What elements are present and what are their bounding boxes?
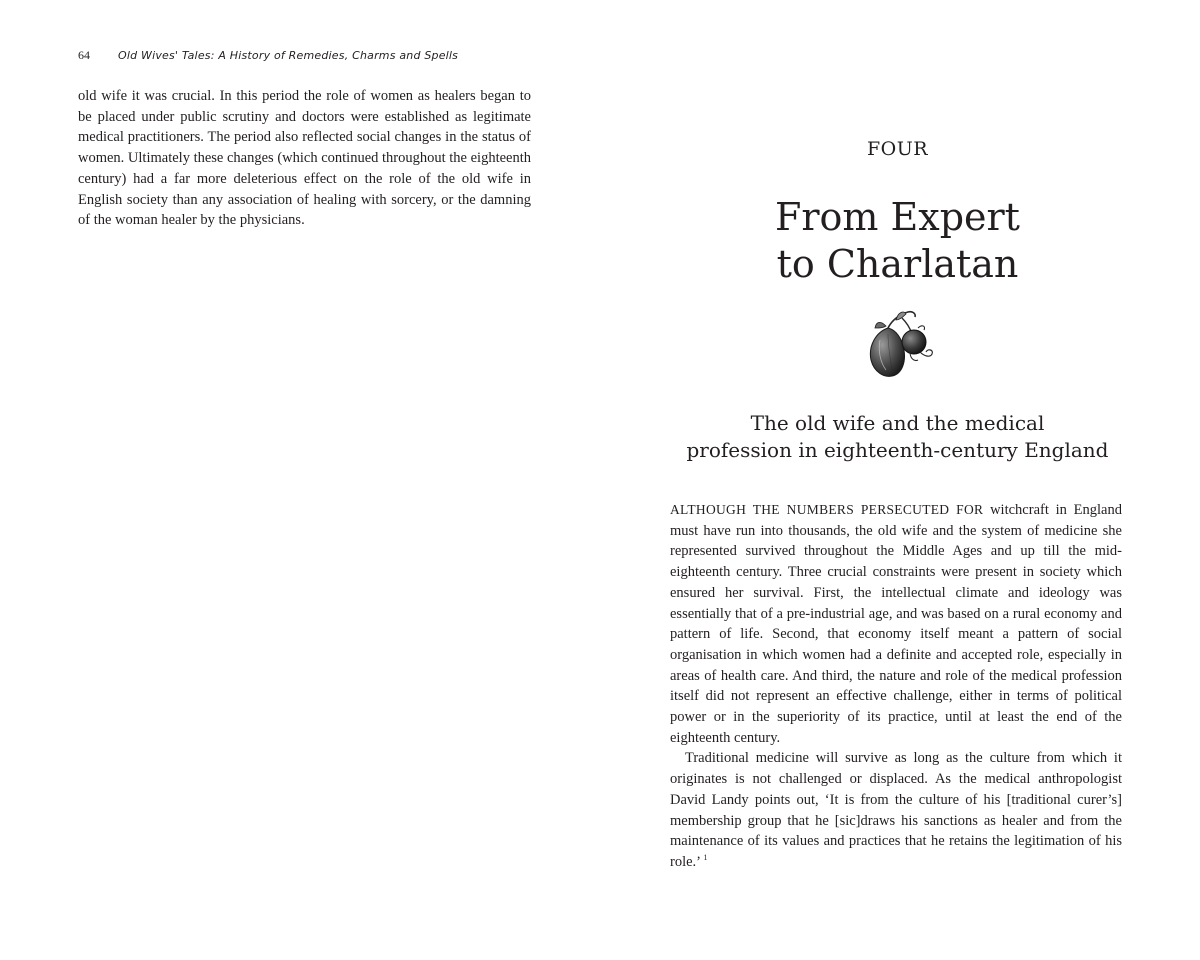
running-title: Old Wives' Tales: A History of Remedies, Charms and Spells [118,49,459,62]
right-page [600,0,1200,960]
paragraph-1 [670,500,1122,748]
chapter-body [670,500,1122,873]
paragraph-1-text: witchcraft in England must have run into thousands, the old wife and the system of medicine she represented survived throughout the Middle Ages and up till the mid-eighteenth century. Three crucial constraints were present in society which ensured her survival. First, the intellectual climate and ideology was essentially that of a pre-industrial age, and was based on a rural economy and pattern of life. Second, that economy itself meant a pattern of social organisation in which women had a definite and accepted role, especially in areas of health care. And third, the nature and role of the medical profession itself did not represent an effective challenge, either in terms of political power or in the superiority of its practice, until at least the end of the eighteenth century. [670,502,1122,746]
botanical-fruit-ornament-icon [858,306,938,382]
chapter-subtitle [600,410,1195,464]
chapter-title [600,194,1195,288]
chapter-subtitle-line-1: The old wife and the medical [750,411,1045,435]
paragraph-2 [670,748,1122,872]
page-number: 64 [78,48,90,62]
chapter-subtitle-line-2: profession in eighteenth-century England [686,438,1109,462]
running-head [78,47,458,64]
chapter-title-line-2: to Charlatan [776,242,1019,286]
left-page-paragraph: old wife it was crucial. In this period the role of women as healers began to be placed under public scrutiny and doctors were established as legitimate medical practitioners. The period also reflected social changes in the status of women. Ultimately these changes (which continued throughout the eighteenth century) had a far more deleterious effect on the role of the old wife in English society than any association of healing with sorcery, or the damning of the woman healer by the physicians. [78,88,532,229]
paragraph-2-text: Traditional medicine will survive as long as the culture from which it originates is not challenged or displaced. As the medical anthropologist David Landy points out, ‘It is from the culture of his [traditional curer’s] membership group that he [sic]draws his sanctions as healer and from the maintenance of its values and practices that he retains the legitimation of his role.’ [670,750,1122,870]
paragraph-lead-in: ALTHOUGH THE NUMBERS PERSECUTED FOR [670,502,984,517]
chapter-number: FOUR [866,138,929,160]
footnote-reference[interactable]: 1 [703,853,708,863]
chapter-title-line-1: From Expert [775,195,1020,239]
